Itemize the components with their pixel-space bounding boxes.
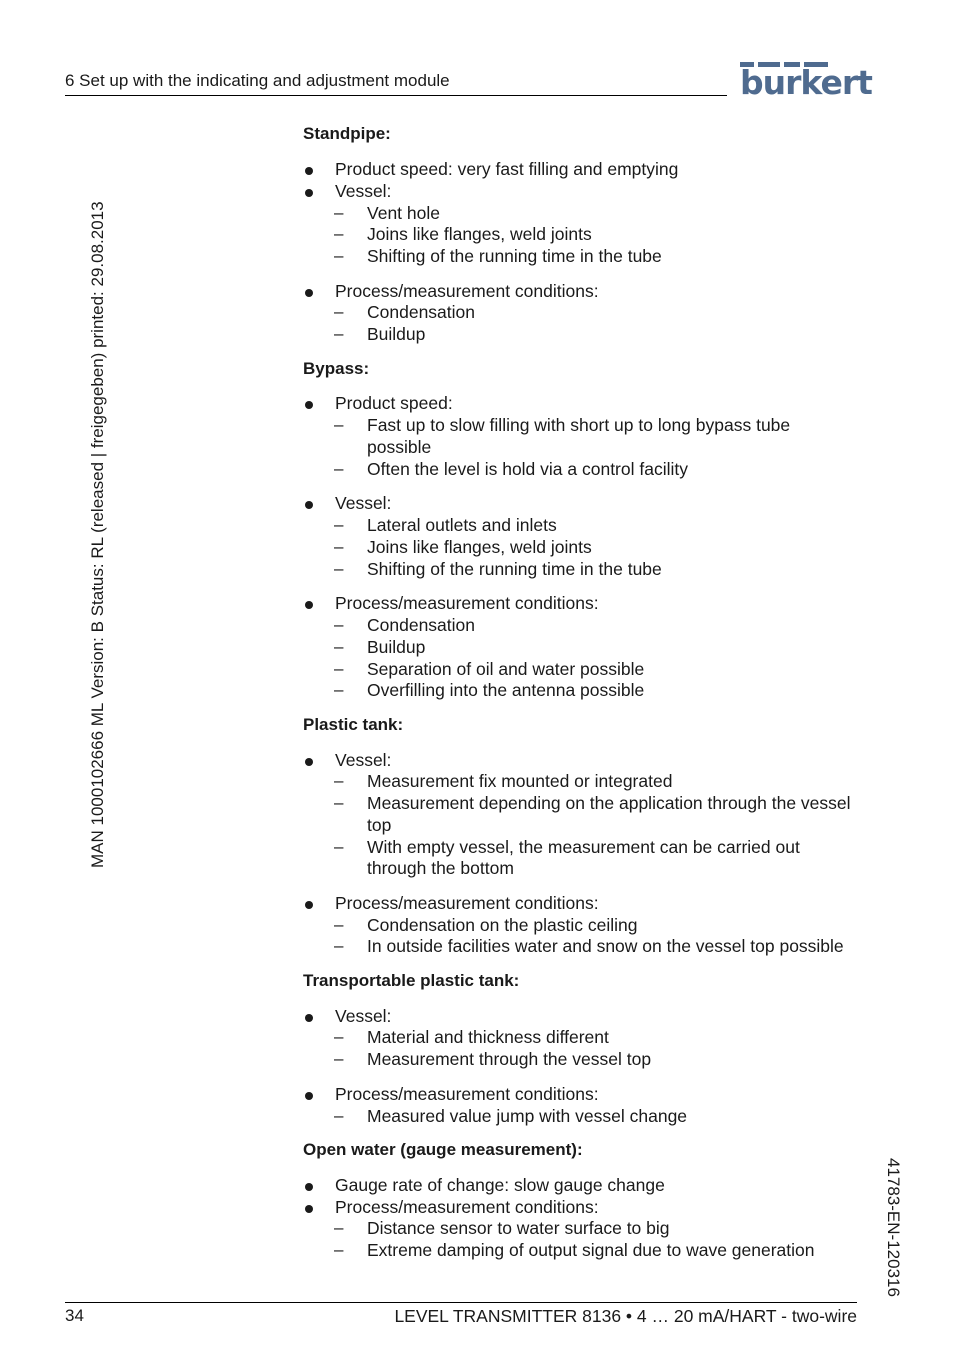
bullet-item: Process/measurement conditions:: [335, 593, 599, 613]
sub-item: Buildup: [367, 324, 426, 344]
logo-text: burkert: [740, 63, 872, 102]
bullet-item: Vessel:: [335, 493, 392, 513]
bullet-item: Vessel:: [335, 181, 392, 201]
sub-item: Measurement depending on the application through the vessel: [367, 793, 851, 813]
sub-item: Shifting of the running time in the tube: [367, 246, 662, 266]
section-heading-standpipe: Standpipe:: [303, 124, 391, 143]
bullet-item: Process/measurement conditions:: [335, 1084, 599, 1104]
sub-item: Measurement through the vessel top: [367, 1049, 652, 1069]
page-header: [65, 71, 727, 96]
section-heading-plastic-tank: Plastic tank:: [303, 715, 404, 734]
sub-item: Separation of oil and water possible: [367, 659, 645, 679]
sub-item-continuation: through the bottom: [367, 858, 514, 878]
sub-item: Shifting of the running time in the tube: [367, 559, 662, 579]
bullet-item: Product speed: very fast filling and emptying: [335, 159, 679, 179]
sub-item: Lateral outlets and inlets: [367, 515, 557, 535]
document-code-text: 41783-EN-120316: [884, 1158, 903, 1297]
section-heading-open-water: Open water (gauge measurement):: [303, 1140, 583, 1159]
bullet-item: Vessel:: [335, 750, 392, 770]
bullet-item: Vessel:: [335, 1006, 392, 1026]
sub-item: Fast up to slow filling with short up to long bypass tube: [367, 415, 791, 435]
sub-item: Joins like flanges, weld joints: [367, 224, 592, 244]
section-heading-transportable-tank: Transportable plastic tank:: [303, 971, 520, 990]
section-title: 6 Set up with the indicating and adjustment module: [65, 71, 450, 90]
bullet-item: Process/measurement conditions:: [335, 893, 599, 913]
sub-item: Material and thickness different: [367, 1027, 609, 1047]
bullet-item: Product speed:: [335, 393, 453, 413]
sub-item: Often the level is hold via a control facility: [367, 459, 688, 479]
sub-item: Measurement fix mounted or integrated: [367, 771, 673, 791]
sub-item: Measured value jump with vessel change: [367, 1106, 688, 1126]
sub-item: Buildup: [367, 637, 426, 657]
sub-item: Distance sensor to water surface to big: [367, 1218, 670, 1238]
sub-item: Condensation on the plastic ceiling: [367, 915, 638, 935]
product-name: LEVEL TRANSMITTER 8136 • 4 … 20 mA/HART - two-wire: [394, 1306, 857, 1326]
bullet-item: Process/measurement conditions:: [335, 281, 599, 301]
page-number: 34: [65, 1306, 84, 1325]
sub-item: Joins like flanges, weld joints: [367, 537, 592, 557]
sub-item: Condensation: [367, 615, 475, 635]
section-heading-bypass: Bypass:: [303, 359, 370, 378]
sub-item: Vent hole: [367, 203, 440, 223]
sub-item-continuation: possible: [367, 437, 432, 457]
sub-item-continuation: top: [367, 815, 392, 835]
sub-item: In outside facilities water and snow on the vessel top possible: [367, 936, 844, 956]
bullet-item: Gauge rate of change: slow gauge change: [335, 1175, 665, 1195]
document-status-text: MAN 1000102666 ML Version: B Status: RL (released | freigegeben) printed: 29.08.2013: [88, 201, 107, 868]
sub-item: Overfilling into the antenna possible: [367, 680, 645, 700]
footer-divider: [65, 1302, 857, 1303]
sub-item: Extreme damping of output signal due to wave generation: [367, 1240, 815, 1260]
sub-item: Condensation: [367, 302, 475, 322]
burkert-logo: [740, 62, 872, 102]
sub-item: With empty vessel, the measurement can be carried out: [367, 837, 800, 857]
bullet-item: Process/measurement conditions:: [335, 1197, 599, 1217]
